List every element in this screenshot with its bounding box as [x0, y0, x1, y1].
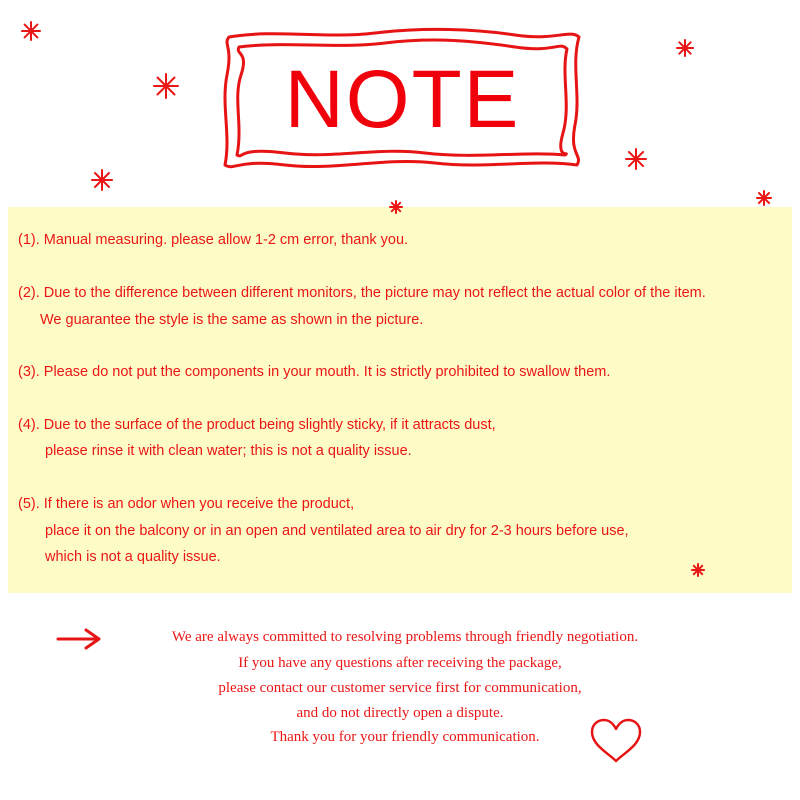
- note-2-line-1: (2). Due to the difference between different monitors, the picture may not reflect the actual color of the item.: [18, 285, 706, 301]
- note-5-line-3: which is not a quality issue.: [45, 549, 221, 565]
- star-decoration-icon: [755, 189, 773, 207]
- star-decoration-icon: [690, 562, 706, 578]
- star-decoration-icon: [152, 72, 180, 100]
- note-5-line-2: place it on the balcony or in an open and ventilated area to air dry for 2-3 hours before use,: [45, 523, 629, 539]
- page-title: NOTE: [284, 54, 521, 145]
- heart-icon: [588, 717, 644, 765]
- note-2-line-2: We guarantee the style is the same as shown in the picture.: [40, 312, 424, 328]
- star-decoration-icon: [675, 38, 695, 58]
- footer-line-5: Thank you for your friendly communication.: [270, 729, 540, 745]
- footer-line-4: and do not directly open a dispute.: [296, 705, 504, 721]
- footer-line-3: please contact our customer service first for communication,: [218, 680, 582, 696]
- footer-line-2: If you have any questions after receiving the package,: [238, 655, 562, 671]
- star-decoration-icon: [388, 199, 404, 215]
- note-4-line-1: (4). Due to the surface of the product being slightly sticky, if it attracts dust,: [18, 417, 496, 433]
- title-frame: [215, 25, 590, 175]
- note-4-line-2: please rinse it with clean water; this is not a quality issue.: [45, 443, 412, 459]
- note-3-line-1: (3). Please do not put the components in your mouth. It is strictly prohibited to swallow them.: [18, 364, 611, 380]
- note-1-line-1: (1). Manual measuring. please allow 1-2 cm error, thank you.: [18, 232, 409, 248]
- star-decoration-icon: [20, 20, 42, 42]
- note-5-line-1: (5). If there is an odor when you receive the product,: [18, 496, 355, 512]
- footer-line-1: We are always committed to resolving problems through friendly negotiation.: [171, 629, 639, 645]
- star-decoration-icon: [624, 147, 648, 171]
- star-decoration-icon: [90, 168, 114, 192]
